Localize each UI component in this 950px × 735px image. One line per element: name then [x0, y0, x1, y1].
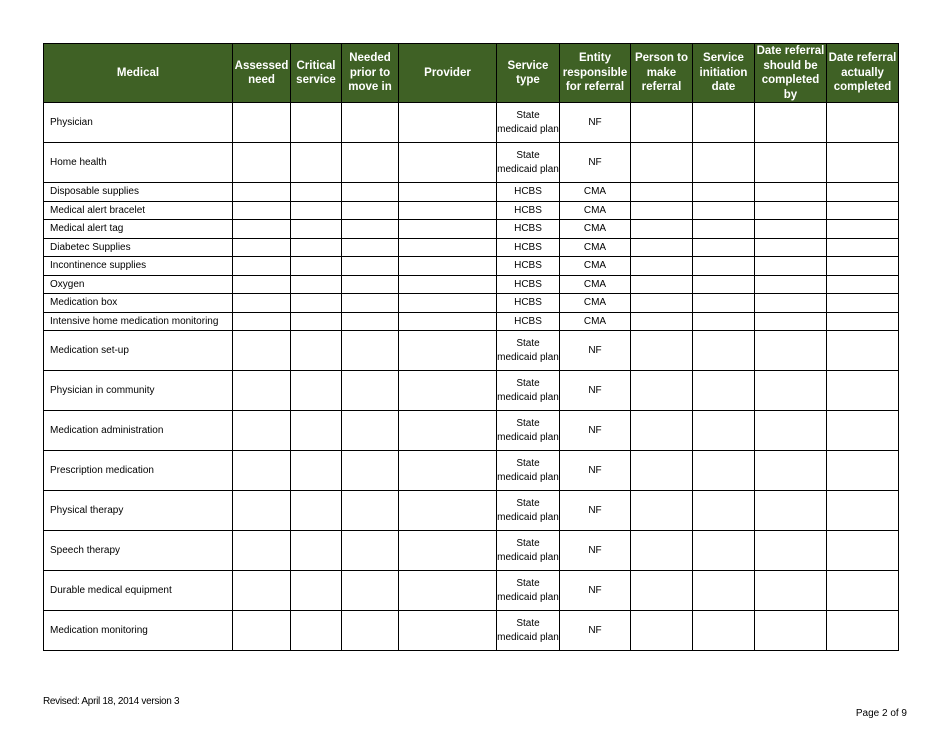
- date-should-cell[interactable]: [755, 275, 827, 294]
- header-assessed-need: Assessed need: [233, 44, 291, 103]
- person-referral-cell[interactable]: [631, 143, 693, 183]
- date-actual-cell[interactable]: [827, 411, 899, 451]
- needed-prior-cell[interactable]: [342, 491, 399, 531]
- service-name-cell: Medical alert bracelet: [44, 201, 233, 220]
- service-type-cell: State medicaid plan: [497, 451, 560, 491]
- table-row: [44, 491, 899, 531]
- initiation-date-cell[interactable]: [693, 611, 755, 651]
- initiation-date-cell[interactable]: [693, 294, 755, 313]
- person-referral-cell[interactable]: [631, 257, 693, 276]
- table-row: [44, 220, 899, 239]
- table-row: [44, 451, 899, 491]
- service-type-cell: State medicaid plan: [497, 103, 560, 143]
- entity-cell: NF: [560, 611, 631, 651]
- critical-service-cell[interactable]: [291, 331, 342, 371]
- initiation-date-cell[interactable]: [693, 331, 755, 371]
- entity-cell: NF: [560, 103, 631, 143]
- table-row: [44, 531, 899, 571]
- provider-cell[interactable]: [399, 201, 497, 220]
- entity-cell: NF: [560, 411, 631, 451]
- provider-cell[interactable]: [399, 611, 497, 651]
- header-needed-prior: Needed prior to move in: [342, 44, 399, 103]
- date-actual-cell[interactable]: [827, 220, 899, 239]
- critical-service-cell[interactable]: [291, 451, 342, 491]
- service-type-cell: State medicaid plan: [497, 371, 560, 411]
- initiation-date-cell[interactable]: [693, 571, 755, 611]
- service-name-cell: Incontinence supplies: [44, 257, 233, 276]
- initiation-date-cell[interactable]: [693, 183, 755, 202]
- entity-cell: CMA: [560, 312, 631, 331]
- needed-prior-cell[interactable]: [342, 275, 399, 294]
- initiation-date-cell[interactable]: [693, 312, 755, 331]
- provider-cell[interactable]: [399, 257, 497, 276]
- needed-prior-cell[interactable]: [342, 220, 399, 239]
- service-name-cell: Home health: [44, 143, 233, 183]
- provider-cell[interactable]: [399, 275, 497, 294]
- date-should-cell[interactable]: [755, 531, 827, 571]
- needed-prior-cell[interactable]: [342, 531, 399, 571]
- date-should-cell[interactable]: [755, 143, 827, 183]
- entity-cell: CMA: [560, 257, 631, 276]
- assessed-need-cell[interactable]: [233, 411, 291, 451]
- date-should-cell[interactable]: [755, 571, 827, 611]
- date-actual-cell[interactable]: [827, 201, 899, 220]
- critical-service-cell[interactable]: [291, 238, 342, 257]
- service-name-cell: Physical therapy: [44, 491, 233, 531]
- date-actual-cell[interactable]: [827, 531, 899, 571]
- initiation-date-cell[interactable]: [693, 220, 755, 239]
- assessed-need-cell[interactable]: [233, 611, 291, 651]
- date-should-cell[interactable]: [755, 294, 827, 313]
- date-actual-cell[interactable]: [827, 183, 899, 202]
- date-should-cell[interactable]: [755, 183, 827, 202]
- table-header-row: [44, 44, 899, 103]
- person-referral-cell[interactable]: [631, 238, 693, 257]
- date-actual-cell[interactable]: [827, 103, 899, 143]
- header-person-referral: Person to make referral: [631, 44, 693, 103]
- needed-prior-cell[interactable]: [342, 294, 399, 313]
- service-type-cell: HCBS: [497, 312, 560, 331]
- table-row: [44, 294, 899, 313]
- revised-note: Revised: April 18, 2014 version 3: [43, 696, 180, 707]
- date-actual-cell[interactable]: [827, 312, 899, 331]
- initiation-date-cell[interactable]: [693, 275, 755, 294]
- date-actual-cell[interactable]: [827, 371, 899, 411]
- person-referral-cell[interactable]: [631, 491, 693, 531]
- needed-prior-cell[interactable]: [342, 257, 399, 276]
- header-critical-service: Critical service: [291, 44, 342, 103]
- provider-cell[interactable]: [399, 143, 497, 183]
- entity-cell: CMA: [560, 201, 631, 220]
- critical-service-cell[interactable]: [291, 571, 342, 611]
- critical-service-cell[interactable]: [291, 371, 342, 411]
- provider-cell[interactable]: [399, 183, 497, 202]
- critical-service-cell[interactable]: [291, 312, 342, 331]
- date-should-cell[interactable]: [755, 491, 827, 531]
- needed-prior-cell[interactable]: [342, 103, 399, 143]
- date-should-cell[interactable]: [755, 331, 827, 371]
- assessed-need-cell[interactable]: [233, 143, 291, 183]
- assessed-need-cell[interactable]: [233, 257, 291, 276]
- assessed-need-cell[interactable]: [233, 275, 291, 294]
- service-name-cell: Disposable supplies: [44, 183, 233, 202]
- page-number: Page 2 of 9: [855, 708, 907, 719]
- initiation-date-cell[interactable]: [693, 451, 755, 491]
- critical-service-cell[interactable]: [291, 531, 342, 571]
- initiation-date-cell[interactable]: [693, 103, 755, 143]
- date-actual-cell[interactable]: [827, 275, 899, 294]
- entity-cell: NF: [560, 491, 631, 531]
- date-actual-cell[interactable]: [827, 257, 899, 276]
- person-referral-cell[interactable]: [631, 371, 693, 411]
- service-type-cell: HCBS: [497, 238, 560, 257]
- critical-service-cell[interactable]: [291, 201, 342, 220]
- service-name-cell: Intensive home medication monitoring: [44, 312, 233, 331]
- entity-cell: CMA: [560, 294, 631, 313]
- critical-service-cell[interactable]: [291, 294, 342, 313]
- service-type-cell: HCBS: [497, 220, 560, 239]
- service-name-cell: Physician in community: [44, 371, 233, 411]
- provider-cell[interactable]: [399, 451, 497, 491]
- assessed-need-cell[interactable]: [233, 371, 291, 411]
- date-should-cell[interactable]: [755, 611, 827, 651]
- initiation-date-cell[interactable]: [693, 371, 755, 411]
- provider-cell[interactable]: [399, 571, 497, 611]
- service-name-cell: Oxygen: [44, 275, 233, 294]
- table-row: [44, 275, 899, 294]
- provider-cell[interactable]: [399, 531, 497, 571]
- provider-cell[interactable]: [399, 220, 497, 239]
- critical-service-cell[interactable]: [291, 183, 342, 202]
- date-should-cell[interactable]: [755, 312, 827, 331]
- provider-cell[interactable]: [399, 238, 497, 257]
- table-row: [44, 238, 899, 257]
- person-referral-cell[interactable]: [631, 103, 693, 143]
- header-date-actual: Date referral actually completed: [827, 44, 899, 103]
- initiation-date-cell[interactable]: [693, 411, 755, 451]
- needed-prior-cell[interactable]: [342, 611, 399, 651]
- table-row: [44, 257, 899, 276]
- entity-cell: NF: [560, 571, 631, 611]
- table-row: [44, 312, 899, 331]
- service-name-cell: Physician: [44, 103, 233, 143]
- person-referral-cell[interactable]: [631, 611, 693, 651]
- service-type-cell: State medicaid plan: [497, 143, 560, 183]
- provider-cell[interactable]: [399, 103, 497, 143]
- initiation-date-cell[interactable]: [693, 143, 755, 183]
- date-should-cell[interactable]: [755, 103, 827, 143]
- person-referral-cell[interactable]: [631, 331, 693, 371]
- critical-service-cell[interactable]: [291, 411, 342, 451]
- date-actual-cell[interactable]: [827, 571, 899, 611]
- date-should-cell[interactable]: [755, 238, 827, 257]
- needed-prior-cell[interactable]: [342, 201, 399, 220]
- service-name-cell: Medication box: [44, 294, 233, 313]
- needed-prior-cell[interactable]: [342, 451, 399, 491]
- service-name-cell: Medication set-up: [44, 331, 233, 371]
- provider-cell[interactable]: [399, 294, 497, 313]
- entity-cell: CMA: [560, 183, 631, 202]
- assessed-need-cell[interactable]: [233, 201, 291, 220]
- date-should-cell[interactable]: [755, 451, 827, 491]
- entity-cell: NF: [560, 451, 631, 491]
- needed-prior-cell[interactable]: [342, 143, 399, 183]
- service-type-cell: State medicaid plan: [497, 611, 560, 651]
- header-medical: Medical: [44, 44, 233, 103]
- needed-prior-cell[interactable]: [342, 331, 399, 371]
- needed-prior-cell[interactable]: [342, 238, 399, 257]
- critical-service-cell[interactable]: [291, 103, 342, 143]
- assessed-need-cell[interactable]: [233, 103, 291, 143]
- entity-cell: NF: [560, 331, 631, 371]
- entity-cell: NF: [560, 143, 631, 183]
- assessed-need-cell[interactable]: [233, 331, 291, 371]
- assessed-need-cell[interactable]: [233, 183, 291, 202]
- table-row: [44, 611, 899, 651]
- assessed-need-cell[interactable]: [233, 220, 291, 239]
- person-referral-cell[interactable]: [631, 312, 693, 331]
- critical-service-cell[interactable]: [291, 143, 342, 183]
- needed-prior-cell[interactable]: [342, 571, 399, 611]
- service-name-cell: Diabetec Supplies: [44, 238, 233, 257]
- provider-cell[interactable]: [399, 411, 497, 451]
- entity-cell: CMA: [560, 275, 631, 294]
- needed-prior-cell[interactable]: [342, 371, 399, 411]
- critical-service-cell[interactable]: [291, 220, 342, 239]
- header-entity-responsible: Entity responsible for referral: [560, 44, 631, 103]
- date-actual-cell[interactable]: [827, 491, 899, 531]
- date-actual-cell[interactable]: [827, 331, 899, 371]
- service-type-cell: State medicaid plan: [497, 491, 560, 531]
- service-type-cell: HCBS: [497, 257, 560, 276]
- service-name-cell: Medication administration: [44, 411, 233, 451]
- assessed-need-cell[interactable]: [233, 451, 291, 491]
- assessed-need-cell[interactable]: [233, 491, 291, 531]
- initiation-date-cell[interactable]: [693, 201, 755, 220]
- critical-service-cell[interactable]: [291, 275, 342, 294]
- date-actual-cell[interactable]: [827, 611, 899, 651]
- table-row: [44, 143, 899, 183]
- provider-cell[interactable]: [399, 312, 497, 331]
- needed-prior-cell[interactable]: [342, 411, 399, 451]
- table-row: [44, 571, 899, 611]
- person-referral-cell[interactable]: [631, 411, 693, 451]
- header-service-type: Service type: [497, 44, 560, 103]
- date-actual-cell[interactable]: [827, 238, 899, 257]
- date-should-cell[interactable]: [755, 257, 827, 276]
- table-row: [44, 103, 899, 143]
- date-should-cell[interactable]: [755, 201, 827, 220]
- service-type-cell: HCBS: [497, 183, 560, 202]
- person-referral-cell[interactable]: [631, 183, 693, 202]
- person-referral-cell[interactable]: [631, 275, 693, 294]
- initiation-date-cell[interactable]: [693, 238, 755, 257]
- date-actual-cell[interactable]: [827, 294, 899, 313]
- service-type-cell: HCBS: [497, 201, 560, 220]
- assessed-need-cell[interactable]: [233, 294, 291, 313]
- provider-cell[interactable]: [399, 371, 497, 411]
- service-type-cell: State medicaid plan: [497, 411, 560, 451]
- table-row: [44, 411, 899, 451]
- date-actual-cell[interactable]: [827, 451, 899, 491]
- header-initiation-date: Service initiation date: [693, 44, 755, 103]
- critical-service-cell[interactable]: [291, 257, 342, 276]
- person-referral-cell[interactable]: [631, 201, 693, 220]
- person-referral-cell[interactable]: [631, 451, 693, 491]
- date-actual-cell[interactable]: [827, 143, 899, 183]
- person-referral-cell[interactable]: [631, 294, 693, 313]
- entity-cell: NF: [560, 531, 631, 571]
- service-name-cell: Medical alert tag: [44, 220, 233, 239]
- person-referral-cell[interactable]: [631, 220, 693, 239]
- service-type-cell: HCBS: [497, 275, 560, 294]
- service-type-cell: State medicaid plan: [497, 531, 560, 571]
- service-name-cell: Prescription medication: [44, 451, 233, 491]
- provider-cell[interactable]: [399, 491, 497, 531]
- critical-service-cell[interactable]: [291, 611, 342, 651]
- entity-cell: CMA: [560, 238, 631, 257]
- service-type-cell: State medicaid plan: [497, 331, 560, 371]
- critical-service-cell[interactable]: [291, 491, 342, 531]
- assessed-need-cell[interactable]: [233, 531, 291, 571]
- table-row: [44, 371, 899, 411]
- service-name-cell: Speech therapy: [44, 531, 233, 571]
- referral-table: [43, 43, 899, 651]
- date-should-cell[interactable]: [755, 411, 827, 451]
- date-should-cell[interactable]: [755, 371, 827, 411]
- table-row: [44, 331, 899, 371]
- header-provider: Provider: [399, 44, 497, 103]
- header-date-should: Date referral should be completed by: [755, 44, 827, 103]
- service-type-cell: HCBS: [497, 294, 560, 313]
- table-row: [44, 183, 899, 202]
- assessed-need-cell[interactable]: [233, 312, 291, 331]
- service-name-cell: Durable medical equipment: [44, 571, 233, 611]
- assessed-need-cell[interactable]: [233, 571, 291, 611]
- needed-prior-cell[interactable]: [342, 183, 399, 202]
- table-row: [44, 201, 899, 220]
- person-referral-cell[interactable]: [631, 571, 693, 611]
- person-referral-cell[interactable]: [631, 531, 693, 571]
- service-name-cell: Medication monitoring: [44, 611, 233, 651]
- initiation-date-cell[interactable]: [693, 491, 755, 531]
- date-should-cell[interactable]: [755, 220, 827, 239]
- entity-cell: CMA: [560, 220, 631, 239]
- service-type-cell: State medicaid plan: [497, 571, 560, 611]
- provider-cell[interactable]: [399, 331, 497, 371]
- assessed-need-cell[interactable]: [233, 238, 291, 257]
- needed-prior-cell[interactable]: [342, 312, 399, 331]
- initiation-date-cell[interactable]: [693, 257, 755, 276]
- entity-cell: NF: [560, 371, 631, 411]
- initiation-date-cell[interactable]: [693, 531, 755, 571]
